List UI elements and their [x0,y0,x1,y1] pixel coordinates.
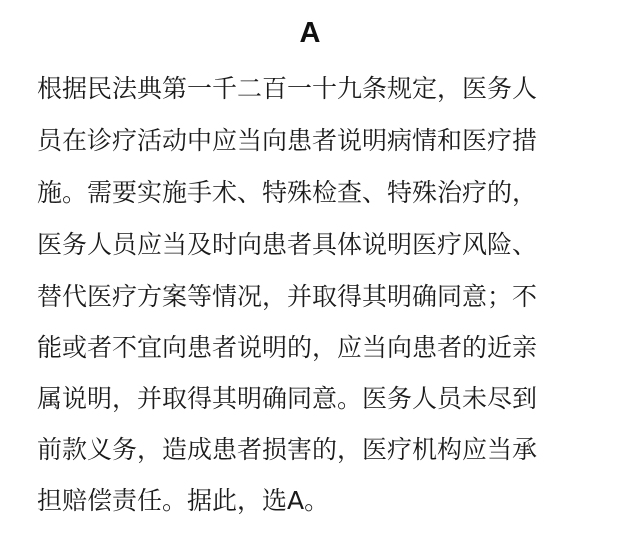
explanation-line-3: 施。需要实施手术、特殊检查、特殊治疗的， [37,178,538,207]
explanation-line-2: 员在诊疗活动中应当向患者说明病情和医疗措 [37,126,538,155]
explanation-line-7: 属说明，并取得其明确同意。医务人员未尽到 [37,384,538,413]
explanation-line-8: 前款义务，造成患者损害的，医疗机构应当承 [37,435,538,464]
explanation-line-5: 替代医疗方案等情况，并取得其明确同意；不 [37,282,538,311]
explanation-line-9: 担赔偿责任。据此，选A。 [37,486,330,515]
answer-heading: A [299,17,321,49]
explanation-line-1: 根据民法典第一千二百一十九条规定，医务人 [37,74,538,103]
explanation-line-6: 能或者不宜向患者说明的，应当向患者的近亲 [37,333,538,362]
explanation-line-4: 医务人员应当及时向患者具体说明医疗风险、 [37,230,538,259]
